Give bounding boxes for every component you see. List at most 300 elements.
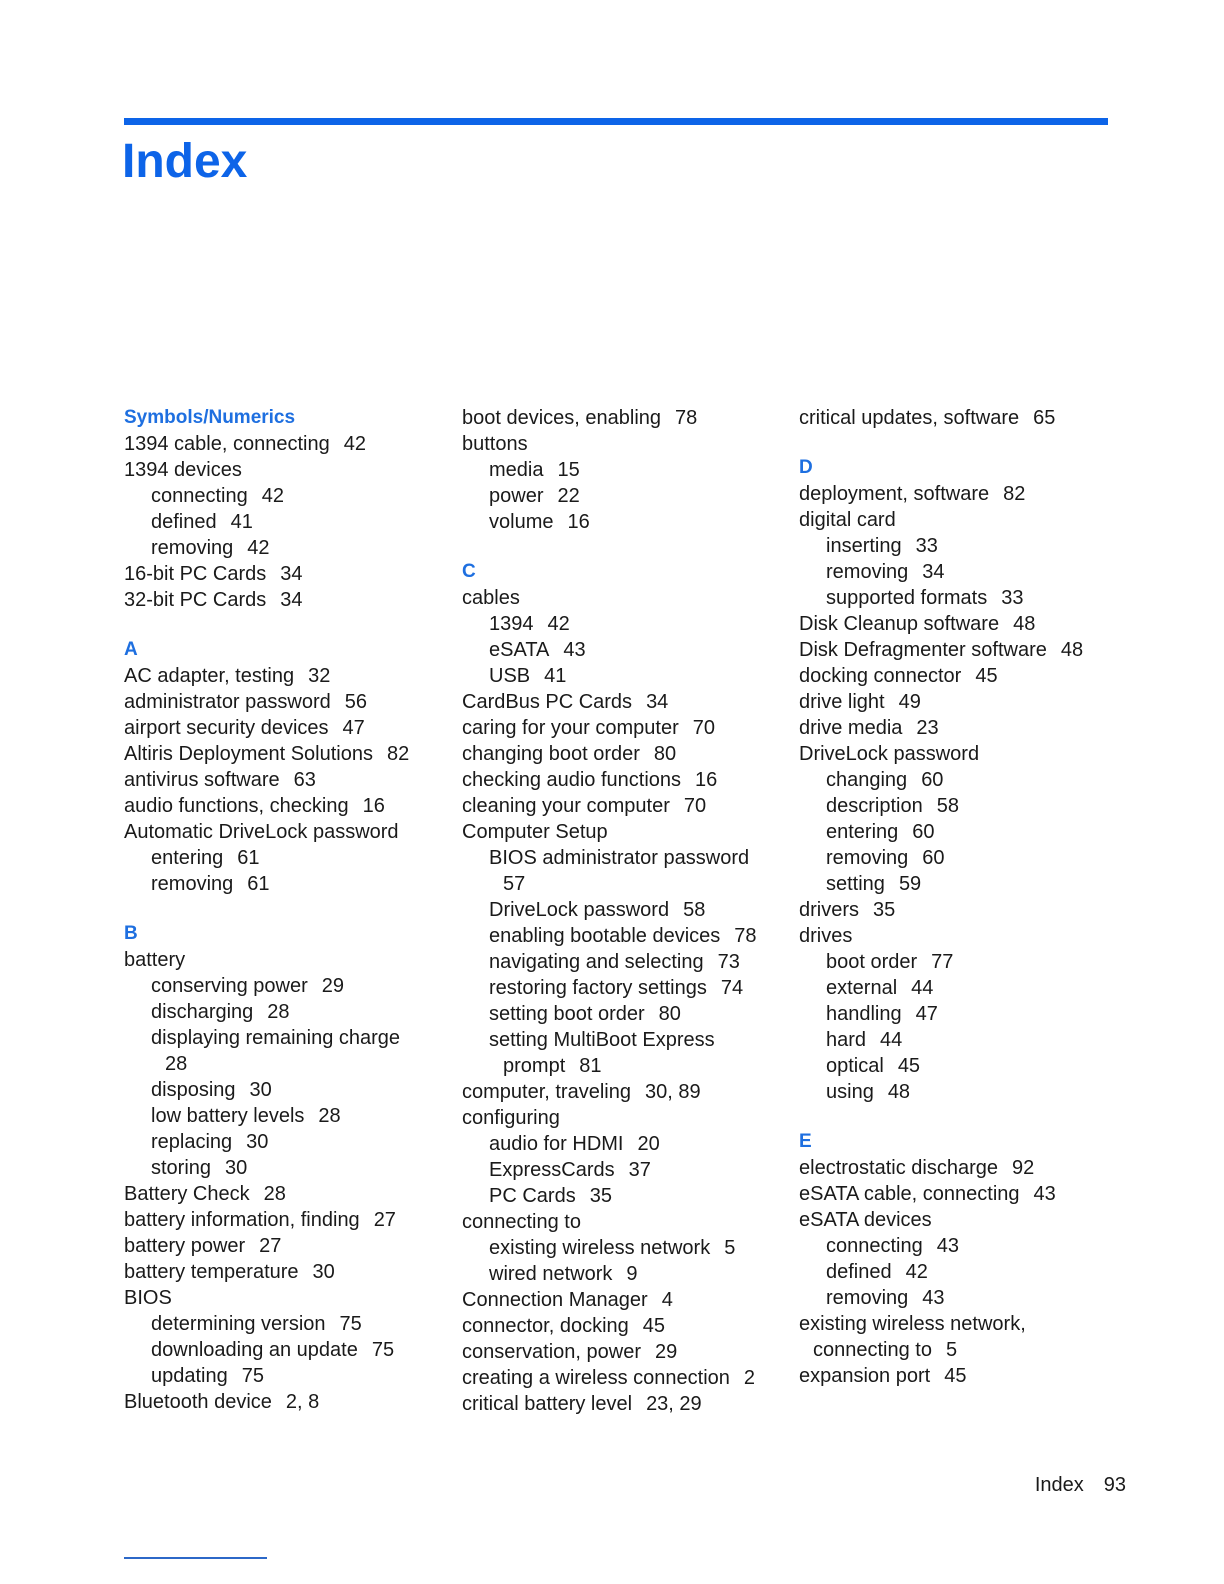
entry-page-ref[interactable]: 34	[280, 589, 303, 611]
entry-term: DriveLock password	[799, 743, 980, 765]
entry-term: connector, docking	[462, 1315, 629, 1337]
entry-term: CardBus PC Cards	[462, 691, 633, 713]
entry-page-ref[interactable]: 45	[975, 665, 998, 687]
index-entry	[799, 405, 1129, 431]
entry-page-ref[interactable]: 32	[308, 665, 331, 687]
index-subentry	[799, 1285, 1129, 1311]
index-entry	[462, 1339, 782, 1365]
entry-page-ref[interactable]: 92	[1011, 1157, 1035, 1179]
entry-term: deployment, software	[799, 483, 990, 505]
entry-term: BIOS administrator password	[489, 847, 750, 869]
entry-term: administrator password	[124, 691, 331, 713]
entry-term: power	[489, 485, 544, 507]
entry-page-ref[interactable]: 28	[263, 1183, 286, 1205]
index-entry	[124, 561, 444, 587]
entry-term: boot order	[826, 951, 918, 973]
entry-term: Connection Manager	[462, 1289, 648, 1311]
entry-term: digital card	[799, 509, 896, 531]
index-subentry	[462, 871, 782, 897]
entry-page-ref[interactable]: 15	[557, 459, 580, 481]
index-section-heading: D	[799, 457, 813, 478]
entry-page-ref[interactable]: 2	[743, 1367, 756, 1389]
entry-page-ref[interactable]: 37	[628, 1159, 651, 1181]
index-subentry	[124, 1129, 444, 1155]
entry-term: handling	[826, 1003, 902, 1025]
entry-page-ref[interactable]: 42	[261, 485, 284, 507]
index-entry	[799, 715, 1129, 741]
index-entry	[799, 689, 1129, 715]
entry-page-ref[interactable]: 48	[887, 1081, 911, 1103]
index-entry	[799, 663, 1129, 689]
entry-page-ref[interactable]: 63	[293, 769, 316, 791]
entry-term: low battery levels	[151, 1105, 305, 1127]
entry-page-ref[interactable]: 23	[916, 717, 939, 739]
entry-term: removing	[151, 873, 234, 895]
index-entry	[124, 819, 444, 845]
entry-page-ref[interactable]: 82	[387, 743, 410, 765]
entry-page-ref[interactable]: 30	[249, 1079, 272, 1101]
entry-term: antivirus software	[124, 769, 280, 791]
entry-page-ref[interactable]: 78	[734, 925, 757, 947]
index-entry	[124, 1181, 444, 1207]
entry-page-ref[interactable]: 75	[241, 1365, 264, 1387]
entry-page-ref[interactable]: 2, 8	[285, 1391, 320, 1413]
entry-page-ref[interactable]: 5	[724, 1237, 736, 1259]
entry-term: disposing	[151, 1079, 236, 1101]
title-rule	[124, 118, 1108, 125]
entry-term: Computer Setup	[462, 821, 608, 843]
entry-page-ref[interactable]: 80	[658, 1003, 681, 1025]
index-entry	[462, 793, 782, 819]
entry-page-ref[interactable]: 27	[373, 1209, 396, 1231]
index-subentry	[799, 585, 1129, 611]
entry-page-ref[interactable]: 23, 29	[646, 1393, 702, 1415]
entry-page-ref[interactable]: 60	[922, 847, 945, 869]
entry-term: removing	[151, 537, 234, 559]
entry-term: airport security devices	[124, 717, 329, 739]
entry-term: USB	[489, 665, 531, 687]
entry-page-ref[interactable]: 20	[637, 1133, 660, 1155]
index-entry	[462, 431, 782, 457]
entry-page-ref[interactable]: 34	[280, 563, 303, 585]
entry-page-ref[interactable]: 70	[683, 795, 707, 817]
entry-page-ref[interactable]: 77	[931, 951, 954, 973]
entry-term: hard	[826, 1029, 867, 1051]
index-entry	[799, 611, 1129, 637]
entry-page-ref[interactable]: 41	[230, 511, 253, 533]
bottom-divider	[124, 1557, 267, 1559]
entry-term: buttons	[462, 433, 528, 455]
section-gap	[799, 1105, 1129, 1129]
entry-page-ref[interactable]: 30	[225, 1157, 248, 1179]
entry-page-ref[interactable]: 28	[267, 1001, 290, 1023]
entry-term: downloading an update	[151, 1339, 358, 1361]
entry-page-ref[interactable]: 58	[683, 899, 706, 921]
entry-term: electrostatic discharge	[799, 1157, 998, 1179]
entry-term: ExpressCards	[489, 1159, 615, 1181]
entry-term: description	[826, 795, 923, 817]
index-entry	[462, 405, 782, 431]
index-subentry	[799, 1079, 1129, 1105]
entry-page-ref[interactable]: 74	[720, 977, 744, 999]
index-subentry	[462, 1053, 782, 1079]
entry-page-ref[interactable]: 43	[563, 639, 586, 661]
index-entry	[799, 1363, 1129, 1389]
entry-page-ref[interactable]: 29	[321, 975, 344, 997]
index-entry	[124, 663, 444, 689]
index-column-2	[462, 405, 782, 1417]
entry-term: 16-bit PC Cards	[124, 563, 267, 585]
index-subentry	[124, 973, 444, 999]
entry-page-ref[interactable]: 30	[246, 1131, 269, 1153]
index-subentry	[799, 871, 1129, 897]
index-subentry	[799, 975, 1129, 1001]
entry-term: battery information, finding	[124, 1209, 360, 1231]
index-entry	[799, 507, 1129, 533]
entry-page-ref[interactable]: 47	[342, 717, 365, 739]
entry-term: connecting to	[813, 1339, 932, 1361]
entry-term: external	[826, 977, 898, 999]
entry-page-ref[interactable]: 61	[247, 873, 270, 895]
index-column-3	[799, 405, 1129, 1389]
index-subentry	[462, 1027, 782, 1053]
entry-term: discharging	[151, 1001, 254, 1023]
entry-term: inserting	[826, 535, 902, 557]
entry-term: drive media	[799, 717, 903, 739]
entry-page-ref[interactable]: 48	[1060, 639, 1084, 661]
entry-page-ref[interactable]: 70	[692, 717, 716, 739]
entry-term: Bluetooth device	[124, 1391, 272, 1413]
index-subentry	[462, 457, 782, 483]
entry-term: changing	[826, 769, 908, 791]
index-entry	[799, 1181, 1129, 1207]
entry-term: expansion port	[799, 1365, 931, 1387]
entry-term: prompt	[503, 1055, 566, 1077]
entry-term: conserving power	[151, 975, 308, 997]
entry-term: existing wireless network	[489, 1237, 711, 1259]
entry-page-ref[interactable]: 45	[944, 1365, 967, 1387]
entry-term: navigating and selecting	[489, 951, 704, 973]
entry-page-ref[interactable]: 16	[362, 795, 385, 817]
entry-page-ref[interactable]: 73	[717, 951, 740, 973]
entry-page-ref[interactable]: 27	[259, 1235, 282, 1257]
index-subentry	[124, 1363, 444, 1389]
index-entry	[124, 1389, 444, 1415]
index-subentry	[799, 793, 1129, 819]
index-entry	[799, 1207, 1129, 1233]
entry-page-ref[interactable]: 35	[589, 1185, 612, 1207]
index-subentry	[124, 845, 444, 871]
index-entry	[124, 1233, 444, 1259]
entry-page-ref[interactable]: 43	[1033, 1183, 1056, 1205]
index-subentry	[124, 1337, 444, 1363]
index-subentry	[799, 559, 1129, 585]
entry-term: determining version	[151, 1313, 326, 1335]
entry-term: enabling bootable devices	[489, 925, 721, 947]
index-entry	[799, 923, 1129, 949]
entry-page-ref[interactable]: 65	[1033, 407, 1056, 429]
entry-term: setting	[826, 873, 885, 895]
entry-term: configuring	[462, 1107, 560, 1129]
entry-term: removing	[826, 1287, 909, 1309]
index-entry	[799, 1155, 1129, 1181]
entry-term: DriveLock password	[489, 899, 670, 921]
entry-page-ref[interactable]: 80	[653, 743, 677, 765]
entry-page-ref[interactable]: 41	[544, 665, 567, 687]
index-subentry	[462, 1183, 782, 1209]
entry-page-ref[interactable]: 47	[915, 1003, 938, 1025]
entry-term: creating a wireless connection	[462, 1367, 730, 1389]
index-section-heading: B	[124, 923, 138, 944]
entry-page-ref[interactable]: 56	[344, 691, 367, 713]
index-entry	[462, 585, 782, 611]
entry-term: supported formats	[826, 587, 988, 609]
entry-page-ref[interactable]: 58	[936, 795, 959, 817]
entry-page-ref[interactable]: 33	[915, 535, 938, 557]
entry-term: critical updates, software	[799, 407, 1020, 429]
entry-term: audio for HDMI	[489, 1133, 624, 1155]
entry-page-ref[interactable]: 59	[898, 873, 922, 895]
entry-term: eSATA devices	[799, 1209, 932, 1231]
index-subentry	[124, 1051, 444, 1077]
entry-page-ref[interactable]: 78	[675, 407, 698, 429]
index-subentry	[124, 1025, 444, 1051]
entry-term: drive light	[799, 691, 885, 713]
section-gap	[124, 897, 444, 921]
entry-term: Altiris Deployment Solutions	[124, 743, 373, 765]
index-entry	[124, 947, 444, 973]
entry-term: eSATA	[489, 639, 550, 661]
entry-term: battery temperature	[124, 1261, 299, 1283]
entry-page-ref[interactable]: 35	[873, 899, 896, 921]
index-subentry	[462, 483, 782, 509]
entry-page-ref[interactable]: 60	[912, 821, 935, 843]
index-entry	[124, 431, 444, 457]
index-subentry	[462, 923, 782, 949]
entry-page-ref[interactable]: 22	[557, 485, 580, 507]
index-entry	[462, 767, 782, 793]
page-title: Index	[122, 135, 248, 188]
entry-term: connecting to	[462, 1211, 581, 1233]
index-subentry	[462, 897, 782, 923]
entry-term: storing	[151, 1157, 212, 1179]
index-entry	[124, 1259, 444, 1285]
index-subentry	[462, 1235, 782, 1261]
entry-term: AC adapter, testing	[124, 665, 295, 687]
index-subentry	[124, 1311, 444, 1337]
entry-term: eSATA cable, connecting	[799, 1183, 1020, 1205]
entry-term: using	[826, 1081, 874, 1103]
entry-term: Battery Check	[124, 1183, 250, 1205]
index-entry	[462, 689, 782, 715]
entry-term: computer, traveling	[462, 1081, 631, 1103]
entry-term: changing boot order	[462, 743, 640, 765]
entry-page-ref[interactable]: 34	[646, 691, 669, 713]
entry-term: entering	[826, 821, 899, 843]
entry-page-ref[interactable]: 30	[312, 1261, 335, 1283]
entry-term: volume	[489, 511, 554, 533]
entry-term: optical	[826, 1055, 884, 1077]
entry-page-ref[interactable]: 16	[567, 511, 590, 533]
entry-term: Automatic DriveLock password	[124, 821, 399, 843]
entry-term: setting MultiBoot Express	[489, 1029, 715, 1051]
index-entry	[462, 741, 782, 767]
index-entry	[124, 457, 444, 483]
entry-term: drives	[799, 925, 853, 947]
index-subentry	[799, 533, 1129, 559]
entry-page-ref[interactable]: 48	[1013, 613, 1036, 635]
entry-term: restoring factory settings	[489, 977, 707, 999]
index-entry	[462, 1209, 782, 1235]
entry-page-ref[interactable]: 42	[547, 613, 570, 635]
index-subentry	[462, 611, 782, 637]
index-entry	[462, 819, 782, 845]
entry-page-ref[interactable]: 81	[579, 1055, 602, 1077]
index-subentry	[124, 535, 444, 561]
index-entry	[462, 1079, 782, 1105]
index-subentry	[124, 483, 444, 509]
entry-term: BIOS	[124, 1287, 172, 1309]
entry-term: existing wireless network,	[799, 1313, 1026, 1335]
index-entry	[799, 637, 1129, 663]
entry-page-ref[interactable]: 45	[897, 1055, 921, 1077]
index-subentry	[462, 1157, 782, 1183]
index-section-heading: E	[799, 1131, 812, 1152]
entry-page-ref[interactable]: 45	[642, 1315, 666, 1337]
entry-page-ref[interactable]: 44	[880, 1029, 903, 1051]
index-subentry	[799, 1001, 1129, 1027]
index-column-1	[124, 405, 444, 1415]
index-entry	[799, 897, 1129, 923]
entry-term: Disk Cleanup software	[799, 613, 1000, 635]
index-entry	[799, 1311, 1129, 1337]
index-subentry	[462, 637, 782, 663]
index-subentry	[124, 871, 444, 897]
index-subentry	[462, 1261, 782, 1287]
index-entry	[124, 587, 444, 613]
entry-page-ref[interactable]: 49	[898, 691, 921, 713]
entry-term: audio functions, checking	[124, 795, 349, 817]
index-entry	[462, 1313, 782, 1339]
index-subentry	[799, 819, 1129, 845]
index-subentry	[124, 1077, 444, 1103]
index-subentry	[799, 1337, 1129, 1363]
entry-page-ref[interactable]: 43	[922, 1287, 945, 1309]
index-entry	[462, 1287, 782, 1313]
entry-term: connecting	[151, 485, 248, 507]
index-subentry	[124, 1155, 444, 1181]
entry-page-ref[interactable]: 61	[237, 847, 260, 869]
index-subentry	[124, 509, 444, 535]
index-subentry	[799, 1027, 1129, 1053]
entry-term: battery	[124, 949, 186, 971]
entry-term: boot devices, enabling	[462, 407, 662, 429]
index-entry	[124, 715, 444, 741]
entry-page-ref[interactable]: 82	[1003, 483, 1026, 505]
entry-page-ref[interactable]: 43	[936, 1235, 959, 1257]
entry-page-ref[interactable]: 28	[165, 1053, 188, 1075]
index-entry	[124, 741, 444, 767]
index-subentry	[799, 845, 1129, 871]
entry-term: cleaning your computer	[462, 795, 670, 817]
entry-page-ref[interactable]: 33	[1001, 587, 1024, 609]
entry-page-ref[interactable]: 4	[661, 1289, 673, 1311]
entry-page-ref[interactable]: 9	[626, 1263, 638, 1285]
index-subentry	[799, 949, 1129, 975]
entry-term: conservation, power	[462, 1341, 641, 1363]
entry-page-ref[interactable]: 16	[695, 769, 718, 791]
index-section-heading: A	[124, 639, 138, 660]
index-entry	[124, 689, 444, 715]
index-entry	[124, 767, 444, 793]
index-section-heading: Symbols/Numerics	[124, 407, 296, 428]
entry-term: critical battery level	[462, 1393, 633, 1415]
entry-term: docking connector	[799, 665, 962, 687]
index-entry	[462, 1105, 782, 1131]
entry-term: connecting	[826, 1235, 923, 1257]
index-entry	[462, 1391, 782, 1417]
entry-term: checking audio functions	[462, 769, 682, 791]
entry-term: media	[489, 459, 544, 481]
index-subentry	[462, 975, 782, 1001]
entry-page-ref[interactable]: 60	[921, 769, 944, 791]
entry-term: drivers	[799, 899, 860, 921]
entry-term: removing	[826, 561, 909, 583]
entry-term: removing	[826, 847, 909, 869]
entry-page-ref[interactable]: 57	[503, 873, 526, 895]
entry-term: 32-bit PC Cards	[124, 589, 267, 611]
entry-page-ref[interactable]: 30, 89	[644, 1081, 701, 1103]
entry-page-ref[interactable]: 34	[922, 561, 945, 583]
entry-page-ref[interactable]: 75	[371, 1339, 395, 1361]
entry-page-ref[interactable]: 29	[654, 1341, 678, 1363]
entry-term: replacing	[151, 1131, 233, 1153]
page-number: 93	[1103, 1474, 1126, 1496]
entry-page-ref[interactable]: 42	[343, 433, 366, 455]
index-entry	[462, 715, 782, 741]
entry-term: defined	[826, 1261, 892, 1283]
index-entry	[124, 793, 444, 819]
index-entry	[799, 741, 1129, 767]
index-subentry	[462, 949, 782, 975]
index-subentry	[799, 1233, 1129, 1259]
entry-page-ref[interactable]: 42	[247, 537, 270, 559]
index-subentry	[124, 1103, 444, 1129]
index-entry	[462, 1365, 782, 1391]
entry-page-ref[interactable]: 42	[905, 1261, 928, 1283]
entry-term: wired network	[489, 1263, 613, 1285]
index-subentry	[799, 767, 1129, 793]
entry-page-ref[interactable]: 28	[318, 1105, 341, 1127]
index-entry	[124, 1285, 444, 1311]
entry-page-ref[interactable]: 44	[911, 977, 934, 999]
entry-term: battery power	[124, 1235, 246, 1257]
index-subentry	[799, 1259, 1129, 1285]
entry-term: setting boot order	[489, 1003, 645, 1025]
page-footer	[1035, 1472, 1126, 1498]
index-subentry	[462, 509, 782, 535]
index-subentry	[124, 999, 444, 1025]
section-gap	[124, 613, 444, 637]
index-subentry	[462, 1001, 782, 1027]
entry-term: entering	[151, 847, 224, 869]
section-gap	[799, 431, 1129, 455]
index-subentry	[462, 1131, 782, 1157]
entry-term: displaying remaining charge	[151, 1027, 401, 1049]
entry-term: Disk Defragmenter software	[799, 639, 1047, 661]
entry-page-ref[interactable]: 5	[945, 1339, 958, 1361]
entry-page-ref[interactable]: 75	[339, 1313, 362, 1335]
